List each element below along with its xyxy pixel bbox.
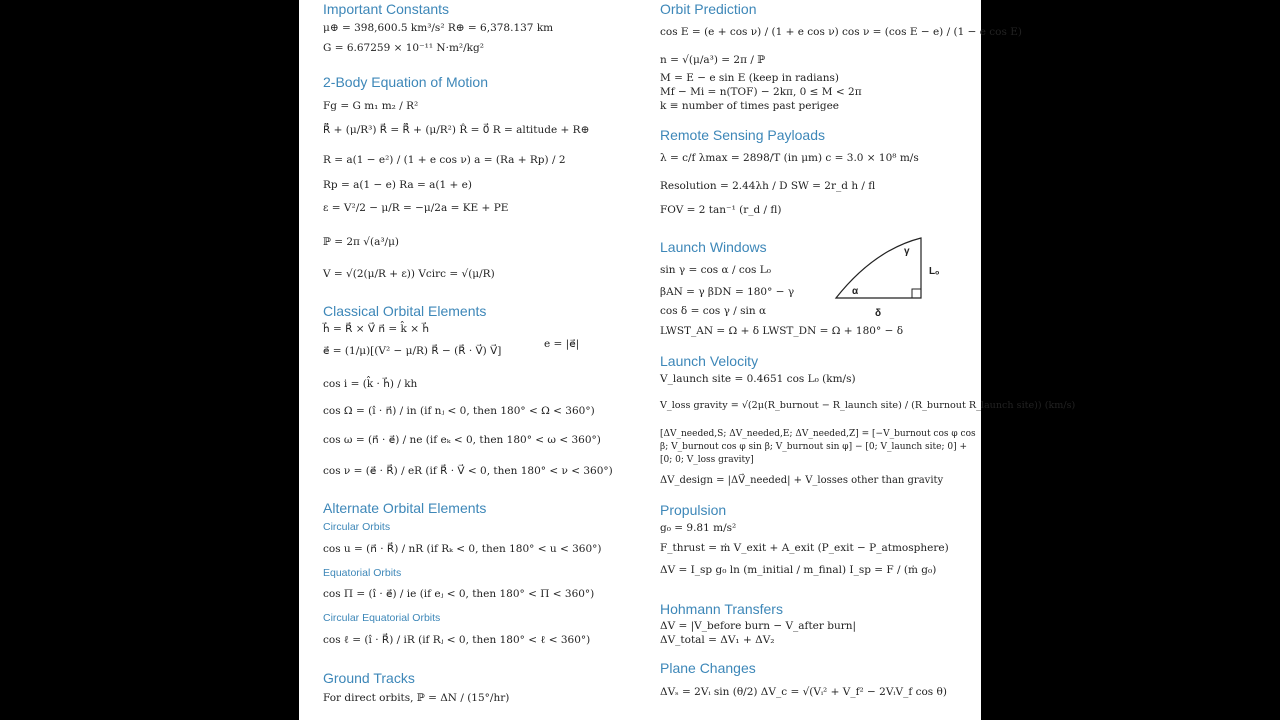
eq-sin-gamma: sin γ = cos α / cos L₀ <box>660 264 771 276</box>
eq-specific-energy: ε = V²/2 − μ/R = −μ/2a = KE + PE <box>323 202 509 214</box>
eq-constant-g: G = 6.67259 × 10⁻¹¹ N·m²/kg² <box>323 42 484 54</box>
eq-true-anomaly: cos ν = (e⃗ · R⃗) / eR (if R⃗ · V⃗ < 0, then 180° < ν < 360°) <box>323 465 613 477</box>
diagram-label-delta: δ <box>875 308 882 319</box>
eq-inclination: cos i = (k̂ · h⃗) / kh <box>323 378 418 390</box>
eq-period: ℙ = 2π √(a³/μ) <box>323 236 400 248</box>
eq-delta-v-design: ΔV_design = |ΔV⃗_needed| + V_losses other than gravity <box>660 475 944 486</box>
eq-two-body-motion: R⃗̈ + (μ/R³) R⃗ = R⃗̈ + (μ/R²) R̂ = 0⃗ R = altitude + R⊕ <box>323 124 590 136</box>
eq-rocket-equation: ΔV = I_sp g₀ ln (m_initial / m_final) I_sp = F / (ṁ g₀) <box>660 564 937 576</box>
heading-propulsion: Propulsion <box>660 502 727 518</box>
eq-argument-of-perigee: cos ω = (n⃗ · e⃗) / ne (if eₖ < 0, then 180° < ω < 360°) <box>323 434 601 446</box>
eq-hohmann-delta-v: ΔV = |V_before burn − V_after burn| <box>660 620 857 632</box>
eq-raan: cos Ω = (î · n⃗) / in (if nⱼ < 0, then 180° < Ω < 360°) <box>323 405 595 417</box>
eq-field-of-view: FOV = 2 tan⁻¹ (r_d / fl) <box>660 204 782 216</box>
eq-gravity-loss: V_loss gravity = √(2μ(R_burnout − R_launch site) / (R_burnout R_launch site)) (km/s) <box>660 400 1076 411</box>
heading-plane-changes: Plane Changes <box>660 660 756 676</box>
eq-kepler-equation: M = E − e sin E (keep in radians) <box>660 72 840 84</box>
eq-argument-of-latitude: cos u = (n⃗ · R⃗) / nR (if Rₖ < 0, then 180° < u < 360°) <box>323 543 602 555</box>
eq-standard-gravity: g₀ = 9.81 m/s² <box>660 522 737 534</box>
eq-eccentricity-magnitude: e = |e⃗| <box>544 338 580 350</box>
eq-eccentric-anomaly: cos E = (e + cos ν) / (1 + e cos ν) cos ν = (cos E − e) / (1 − e cos E) <box>660 26 1022 38</box>
eq-beta-an-dn: βAN = γ βDN = 180° − γ <box>660 286 795 298</box>
diagram-label-gamma: γ <box>904 246 910 257</box>
diagram-label-lo: Lₒ <box>929 266 940 277</box>
eq-k-definition: k ≡ number of times past perigee <box>660 100 840 112</box>
eq-radius-semimajor: R = a(1 − e²) / (1 + e cos ν) a = (Ra + Rp) / 2 <box>323 154 566 166</box>
eq-resolution-swath: Resolution = 2.44λh / D SW = 2r_d h / fl <box>660 180 876 192</box>
eq-thrust: F_thrust = ṁ V_exit + A_exit (P_exit − P_atmosphere) <box>660 542 949 554</box>
heading-launch-velocity: Launch Velocity <box>660 353 759 369</box>
eq-mean-motion: n = √(μ/a³) = 2π / ℙ <box>660 54 766 66</box>
eq-angular-momentum-node: h⃗ = R⃗ × V⃗ n⃗ = k̂ × h⃗ <box>323 323 430 335</box>
eq-plane-change: ΔVₛ = 2Vᵢ sin (θ/2) ΔV_c = √(Vᵢ² + V_f² − 2VᵢV_f cos θ) <box>660 686 947 698</box>
heading-launch-windows: Launch Windows <box>660 239 767 255</box>
eq-mean-anomaly-change: Mf − Mi = n(TOF) − 2kπ, 0 ≤ M < 2π <box>660 86 862 98</box>
eq-perigee-apogee: Rp = a(1 − e) Ra = a(1 + e) <box>323 179 472 191</box>
cheat-sheet-page <box>299 0 1076 720</box>
eq-constants-mu-radius: μ⊕ = 398,600.5 km³/s² R⊕ = 6,378.137 km <box>323 22 554 34</box>
sub-equatorial-orbits: Equatorial Orbits <box>323 567 402 579</box>
eq-delta-v-needed: [ΔV_needed,S; ΔV_needed,E; ΔV_needed,Z] = [−V_burnout cos φ cos β; V_burnout cos φ sin β; V_burnout sin φ] − [0; V_launch site; 0] + [0; 0; V_loss gravity] <box>660 429 976 465</box>
sub-circular-equatorial-orbits: Circular Equatorial Orbits <box>323 612 441 624</box>
eq-gravity-force: Fg = G m₁ m₂ / R² <box>323 100 419 112</box>
heading-ground-tracks: Ground Tracks <box>323 670 415 686</box>
heading-remote-sensing: Remote Sensing Payloads <box>660 127 825 143</box>
eq-hohmann-total: ΔV_total = ΔV₁ + ΔV₂ <box>660 634 775 646</box>
eq-ground-track-period: For direct orbits, ℙ = ΔN / (15°/hr) <box>323 692 510 704</box>
eq-true-longitude: cos ℓ = (î · R⃗) / iR (if Rⱼ < 0, then 180° < ℓ < 360°) <box>323 634 591 646</box>
eq-longitude-of-perigee: cos Π = (î · e⃗) / ie (if eⱼ < 0, then 180° < Π < 360°) <box>323 588 595 600</box>
eq-eccentricity-vector: e⃗ = (1/μ)[(V² − μ/R) R⃗ − (R⃗ · V⃗) V⃗] <box>323 345 502 357</box>
eq-wavelength: λ = c/f λmax = 2898/T (in μm) c = 3.0 × 10⁸ m/s <box>660 152 919 164</box>
sub-circular-orbits: Circular Orbits <box>323 521 391 533</box>
heading-classical-elements: Classical Orbital Elements <box>323 303 487 319</box>
heading-alternate-elements: Alternate Orbital Elements <box>323 500 487 516</box>
diagram-label-alpha: α <box>852 286 859 297</box>
spherical-triangle-diagram <box>834 234 940 320</box>
eq-velocity: V = √(2(μ/R + ε)) Vcirc = √(μ/R) <box>323 268 495 280</box>
eq-launch-site-velocity: V_launch site = 0.4651 cos L₀ (km/s) <box>660 373 856 385</box>
right-angle-marker <box>912 289 921 298</box>
heading-two-body: 2-Body Equation of Motion <box>323 74 488 90</box>
eq-lwst: LWST_AN = Ω + δ LWST_DN = Ω + 180° − δ <box>660 325 904 337</box>
heading-important-constants: Important Constants <box>323 1 450 17</box>
heading-hohmann: Hohmann Transfers <box>660 601 783 617</box>
eq-cos-delta: cos δ = cos γ / sin α <box>660 305 767 317</box>
heading-orbit-prediction: Orbit Prediction <box>660 1 757 17</box>
